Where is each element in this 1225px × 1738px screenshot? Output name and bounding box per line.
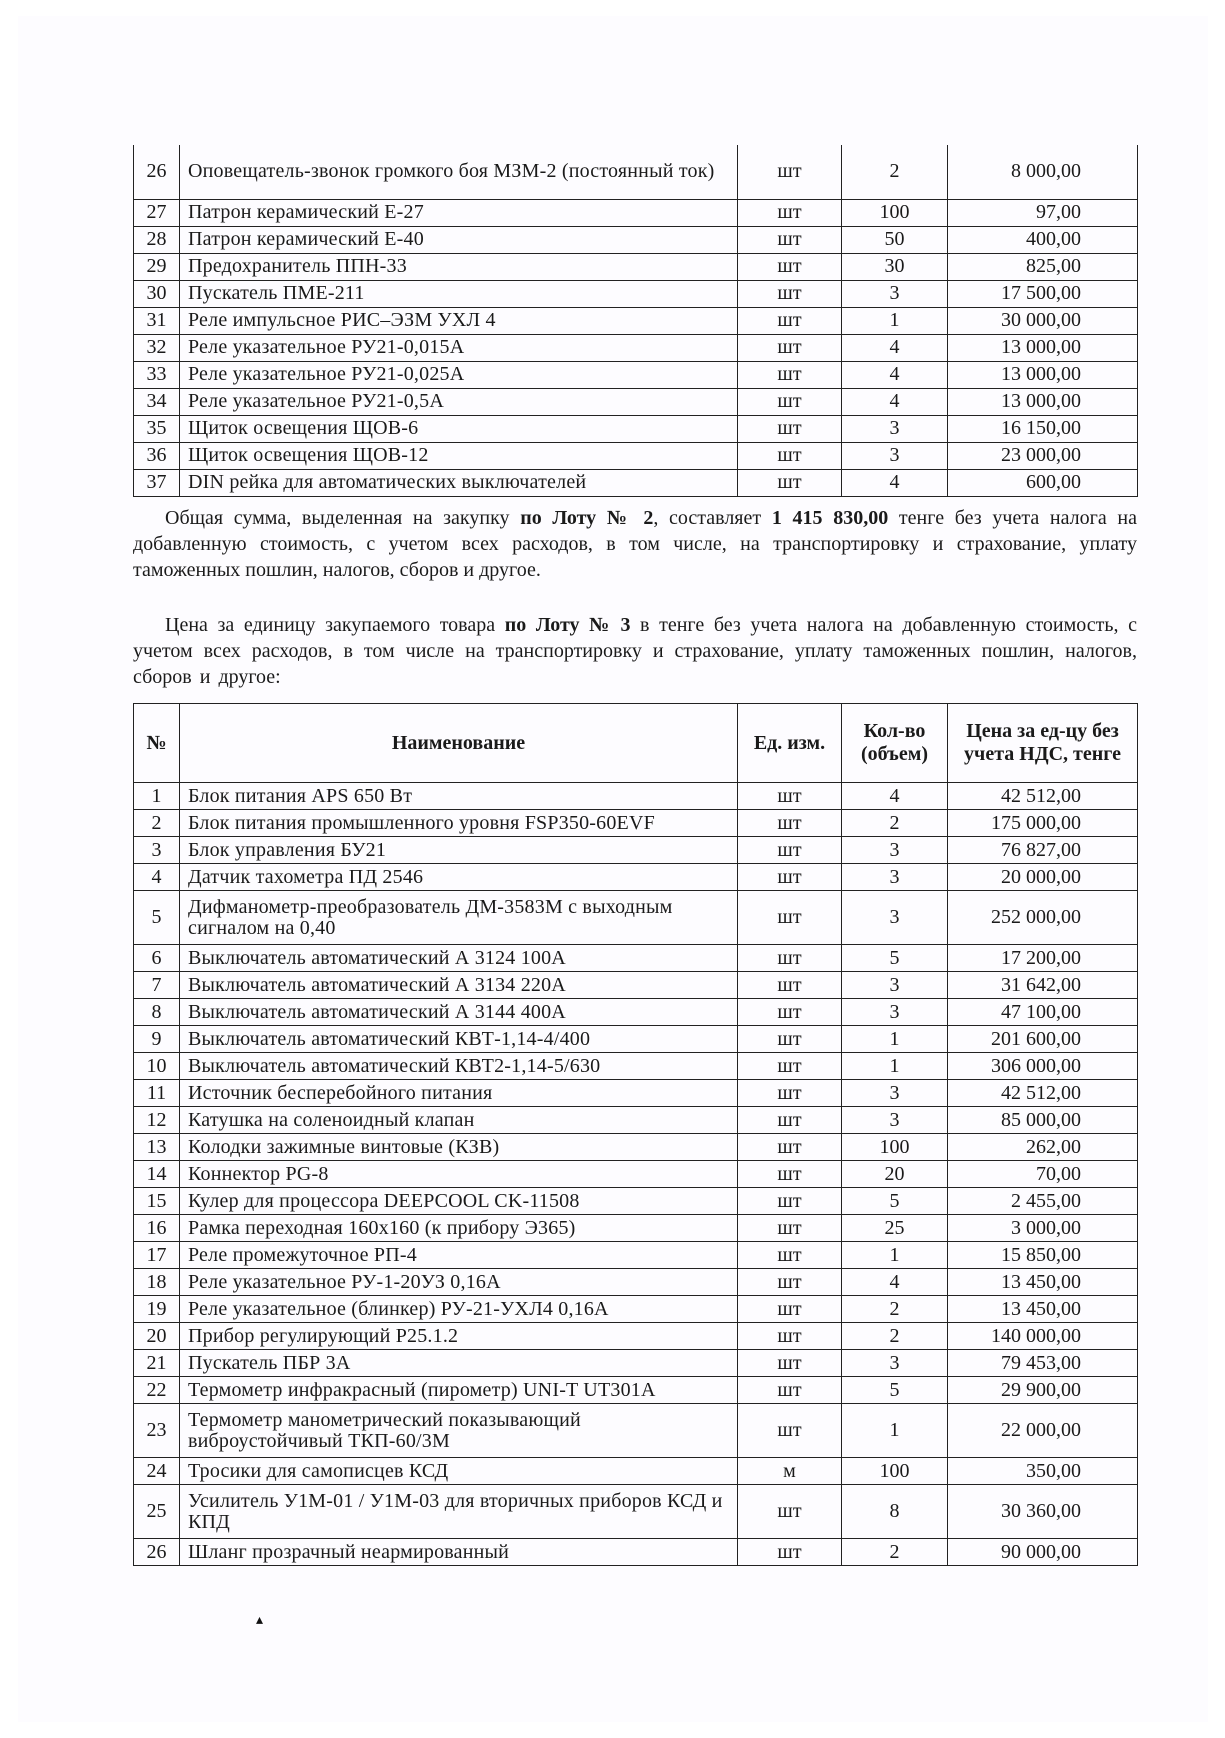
item-name: Выключатель автоматический КВТ2-1,14-5/630 (180, 1053, 738, 1080)
row-number: 35 (134, 415, 180, 442)
item-name: Реле указательное РУ-1-20УЗ 0,16А (180, 1269, 738, 1296)
item-name: Патрон керамический Е-40 (180, 226, 738, 253)
row-number: 32 (134, 334, 180, 361)
row-number: 8 (134, 999, 180, 1026)
unit-of-measure: шт (738, 1323, 842, 1350)
quantity: 3 (842, 864, 948, 891)
table-row (134, 442, 1138, 469)
row-number: 29 (134, 253, 180, 280)
unit-price: 30 000,00 (948, 307, 1138, 334)
unit-price: 252 000,00 (948, 891, 1138, 945)
table-row (134, 783, 1138, 810)
unit-price: 201 600,00 (948, 1026, 1138, 1053)
lot2-items-table (133, 145, 1138, 497)
quantity: 1 (842, 1404, 948, 1458)
quantity: 1 (842, 1026, 948, 1053)
unit-price: 15 850,00 (948, 1242, 1138, 1269)
unit-price: 22 000,00 (948, 1404, 1138, 1458)
unit-of-measure: шт (738, 253, 842, 280)
item-name: Усилитель У1М-01 / У1М-03 для вторичных приборов КСД и КПД (180, 1485, 738, 1539)
header-qty: Кол-во (объем) (842, 704, 948, 783)
unit-of-measure: шт (738, 810, 842, 837)
unit-of-measure: шт (738, 999, 842, 1026)
unit-of-measure: шт (738, 280, 842, 307)
quantity: 2 (842, 1323, 948, 1350)
unit-of-measure: шт (738, 1134, 842, 1161)
unit-of-measure: шт (738, 1404, 842, 1458)
item-name: Оповещатель-звонок громкого боя МЗМ-2 (постоянный ток) (180, 145, 738, 199)
row-number: 6 (134, 945, 180, 972)
lot3-intro-text-before: Цена за единицу закупаемого товара (165, 614, 505, 636)
unit-of-measure: шт (738, 1269, 842, 1296)
row-number: 34 (134, 388, 180, 415)
quantity: 5 (842, 1188, 948, 1215)
row-number: 33 (134, 361, 180, 388)
item-name: Реле указательное РУ21-0,025А (180, 361, 738, 388)
unit-price: 306 000,00 (948, 1053, 1138, 1080)
row-number: 14 (134, 1161, 180, 1188)
unit-price: 16 150,00 (948, 415, 1138, 442)
table-row (134, 307, 1138, 334)
table-row (134, 199, 1138, 226)
row-number: 26 (134, 145, 180, 199)
table-row (134, 1080, 1138, 1107)
lot3-intro-paragraph (133, 612, 1137, 690)
lot2-total-paragraph (133, 505, 1137, 583)
quantity: 100 (842, 1458, 948, 1485)
row-number: 24 (134, 1458, 180, 1485)
table-row (134, 1242, 1138, 1269)
unit-price: 29 900,00 (948, 1377, 1138, 1404)
item-name: Выключатель автоматический КВТ-1,14-4/400 (180, 1026, 738, 1053)
quantity: 3 (842, 837, 948, 864)
unit-of-measure: шт (738, 891, 842, 945)
table-row (134, 1134, 1138, 1161)
row-number: 2 (134, 810, 180, 837)
item-name: Предохранитель ППН-33 (180, 253, 738, 280)
scan-speck: ▴ (256, 1613, 264, 1628)
table-row (134, 837, 1138, 864)
item-name: Выключатель автоматический А 3124 100А (180, 945, 738, 972)
unit-of-measure: шт (738, 388, 842, 415)
unit-price: 2 455,00 (948, 1188, 1138, 1215)
item-name: Щиток освещения ЩОВ-12 (180, 442, 738, 469)
table-row (134, 388, 1138, 415)
row-number: 12 (134, 1107, 180, 1134)
unit-price: 20 000,00 (948, 864, 1138, 891)
unit-price: 47 100,00 (948, 999, 1138, 1026)
item-name: Реле указательное РУ21-0,5А (180, 388, 738, 415)
table-row (134, 1323, 1138, 1350)
unit-price: 23 000,00 (948, 442, 1138, 469)
quantity: 4 (842, 334, 948, 361)
unit-of-measure: шт (738, 1026, 842, 1053)
unit-price: 13 000,00 (948, 388, 1138, 415)
unit-of-measure: шт (738, 334, 842, 361)
quantity: 1 (842, 1053, 948, 1080)
unit-of-measure: шт (738, 226, 842, 253)
quantity: 4 (842, 1269, 948, 1296)
quantity: 50 (842, 226, 948, 253)
row-number: 31 (134, 307, 180, 334)
unit-price: 350,00 (948, 1458, 1138, 1485)
unit-price: 400,00 (948, 226, 1138, 253)
unit-price: 262,00 (948, 1134, 1138, 1161)
table-row (134, 810, 1138, 837)
row-number: 23 (134, 1404, 180, 1458)
table-row (134, 253, 1138, 280)
item-name: Коннектор PG-8 (180, 1161, 738, 1188)
table-row (134, 1539, 1138, 1566)
unit-of-measure: шт (738, 1080, 842, 1107)
item-name: Щиток освещения ЩОВ-6 (180, 415, 738, 442)
unit-price: 90 000,00 (948, 1539, 1138, 1566)
quantity: 2 (842, 1539, 948, 1566)
unit-of-measure: шт (738, 1053, 842, 1080)
item-name: Блок питания промышленного уровня FSP350-60EVF (180, 810, 738, 837)
unit-price: 30 360,00 (948, 1485, 1138, 1539)
quantity: 2 (842, 810, 948, 837)
unit-price: 42 512,00 (948, 1080, 1138, 1107)
unit-price: 17 200,00 (948, 945, 1138, 972)
quantity: 100 (842, 1134, 948, 1161)
unit-of-measure: шт (738, 837, 842, 864)
table-row (134, 999, 1138, 1026)
unit-of-measure: шт (738, 1485, 842, 1539)
row-number: 26 (134, 1539, 180, 1566)
lot3-intro-text-after: в тенге без учета налога на добавленную стоимость, с учетом всех расходов, в том числе на транспортировку и страхование, уплату таможенных пошлин, налогов, сборов и другое: (133, 614, 1137, 688)
row-number: 4 (134, 864, 180, 891)
unit-price: 97,00 (948, 199, 1138, 226)
quantity: 5 (842, 945, 948, 972)
lot2-total-amount: 1 415 830,00 (771, 507, 889, 529)
quantity: 100 (842, 199, 948, 226)
unit-price: 42 512,00 (948, 783, 1138, 810)
row-number: 7 (134, 972, 180, 999)
unit-price: 3 000,00 (948, 1215, 1138, 1242)
item-name: Датчик тахометра ПД 2546 (180, 864, 738, 891)
unit-of-measure: шт (738, 1539, 842, 1566)
table-row (134, 891, 1138, 945)
row-number: 19 (134, 1296, 180, 1323)
quantity: 3 (842, 415, 948, 442)
item-name: Катушка на соленоидный клапан (180, 1107, 738, 1134)
item-name: Пускатель ПБР 3А (180, 1350, 738, 1377)
table-row (134, 361, 1138, 388)
row-number: 37 (134, 469, 180, 496)
row-number: 25 (134, 1485, 180, 1539)
quantity: 3 (842, 1080, 948, 1107)
row-number: 5 (134, 891, 180, 945)
unit-price: 600,00 (948, 469, 1138, 496)
unit-price: 85 000,00 (948, 1107, 1138, 1134)
unit-of-measure: шт (738, 1161, 842, 1188)
quantity: 4 (842, 388, 948, 415)
header-num: № (134, 704, 180, 783)
item-name: Тросики для самописцев КСД (180, 1458, 738, 1485)
row-number: 13 (134, 1134, 180, 1161)
unit-of-measure: шт (738, 972, 842, 999)
item-name: Кулер для процессора DEEPCOOL CK-11508 (180, 1188, 738, 1215)
quantity: 1 (842, 1242, 948, 1269)
row-number: 9 (134, 1026, 180, 1053)
unit-price: 13 450,00 (948, 1269, 1138, 1296)
header-unit: Ед. изм. (738, 704, 842, 783)
row-number: 16 (134, 1215, 180, 1242)
item-name: Блок питания APS 650 Вт (180, 783, 738, 810)
item-name: Дифманометр-преобразователь ДМ-3583М с выходным сигналом на 0,40 (180, 891, 738, 945)
table-row (134, 1350, 1138, 1377)
row-number: 17 (134, 1242, 180, 1269)
unit-of-measure: шт (738, 145, 842, 199)
unit-of-measure: шт (738, 469, 842, 496)
table-header-row (134, 704, 1138, 783)
table-row (134, 1053, 1138, 1080)
unit-of-measure: шт (738, 1377, 842, 1404)
quantity: 5 (842, 1377, 948, 1404)
quantity: 3 (842, 280, 948, 307)
unit-of-measure: шт (738, 361, 842, 388)
table-row (134, 1215, 1138, 1242)
table-row (134, 1269, 1138, 1296)
row-number: 10 (134, 1053, 180, 1080)
table-row (134, 1026, 1138, 1053)
unit-price: 31 642,00 (948, 972, 1138, 999)
row-number: 20 (134, 1323, 180, 1350)
unit-of-measure: шт (738, 1215, 842, 1242)
row-number: 3 (134, 837, 180, 864)
item-name: Прибор регулирующий Р25.1.2 (180, 1323, 738, 1350)
lot2-total-text-after: тенге без учета налога на добавленную стоимость, с учетом всех расходов, в том числе, на транспортировку и страхование, уплату таможенных пошлин, налогов, сборов и другое. (133, 507, 1138, 581)
unit-price: 13 450,00 (948, 1296, 1138, 1323)
row-number: 22 (134, 1377, 180, 1404)
item-name: Колодки зажимные винтовые (КЗВ) (180, 1134, 738, 1161)
item-name: Термометр инфракрасный (пирометр) UNI-T UT301A (180, 1377, 738, 1404)
unit-of-measure: шт (738, 864, 842, 891)
item-name: Выключатель автоматический А 3134 220А (180, 972, 738, 999)
item-name: Реле промежуточное РП-4 (180, 1242, 738, 1269)
quantity: 20 (842, 1161, 948, 1188)
table-row (134, 945, 1138, 972)
item-name: Термометр манометрический показывающий виброустойчивый ТКП-60/3М (180, 1404, 738, 1458)
table-row (134, 1296, 1138, 1323)
row-number: 15 (134, 1188, 180, 1215)
quantity: 25 (842, 1215, 948, 1242)
unit-of-measure: шт (738, 307, 842, 334)
quantity: 3 (842, 972, 948, 999)
quantity: 3 (842, 1107, 948, 1134)
table-row (134, 226, 1138, 253)
quantity: 3 (842, 891, 948, 945)
table-row (134, 280, 1138, 307)
unit-of-measure: шт (738, 442, 842, 469)
table-row (134, 972, 1138, 999)
item-name: Рамка переходная 160х160 (к прибору Э365) (180, 1215, 738, 1242)
unit-of-measure: шт (738, 1350, 842, 1377)
item-name: Выключатель автоматический А 3144 400А (180, 999, 738, 1026)
quantity: 30 (842, 253, 948, 280)
table-row (134, 1107, 1138, 1134)
row-number: 36 (134, 442, 180, 469)
unit-of-measure: шт (738, 1107, 842, 1134)
table-row (134, 1161, 1138, 1188)
lot2-total-text-before: Общая сумма, выделенная на закупку (165, 507, 521, 529)
unit-price: 175 000,00 (948, 810, 1138, 837)
unit-of-measure: шт (738, 945, 842, 972)
item-name: Источник бесперебойного питания (180, 1080, 738, 1107)
table-row (134, 469, 1138, 496)
row-number: 21 (134, 1350, 180, 1377)
quantity: 3 (842, 1350, 948, 1377)
row-number: 30 (134, 280, 180, 307)
item-name: Шланг прозрачный неармированный (180, 1539, 738, 1566)
row-number: 11 (134, 1080, 180, 1107)
unit-price: 825,00 (948, 253, 1138, 280)
row-number: 28 (134, 226, 180, 253)
item-name: DIN рейка для автоматических выключателей (180, 469, 738, 496)
unit-price: 8 000,00 (948, 145, 1138, 199)
quantity: 1 (842, 307, 948, 334)
quantity: 2 (842, 1296, 948, 1323)
table-row (134, 145, 1138, 199)
unit-price: 13 000,00 (948, 361, 1138, 388)
quantity: 2 (842, 145, 948, 199)
quantity: 4 (842, 469, 948, 496)
quantity: 8 (842, 1485, 948, 1539)
table-row (134, 1377, 1138, 1404)
quantity: 3 (842, 999, 948, 1026)
table-row (134, 415, 1138, 442)
item-name: Реле указательное РУ21-0,015А (180, 334, 738, 361)
item-name: Пускатель ПМЕ-211 (180, 280, 738, 307)
unit-price: 76 827,00 (948, 837, 1138, 864)
unit-of-measure: шт (738, 1188, 842, 1215)
item-name: Блок управления БУ21 (180, 837, 738, 864)
lot3-items-table (133, 703, 1138, 1566)
unit-of-measure: шт (738, 1296, 842, 1323)
lot3-reference: по Лоту № 3 (504, 614, 631, 636)
unit-of-measure: шт (738, 415, 842, 442)
item-name: Реле импульсное РИС–ЭЗМ УХЛ 4 (180, 307, 738, 334)
unit-price: 79 453,00 (948, 1350, 1138, 1377)
header-price: Цена за ед-цу без учета НДС, тенге (948, 704, 1138, 783)
unit-price: 70,00 (948, 1161, 1138, 1188)
table-row (134, 1188, 1138, 1215)
unit-of-measure: м (738, 1458, 842, 1485)
quantity: 4 (842, 361, 948, 388)
table-row (134, 864, 1138, 891)
row-number: 27 (134, 199, 180, 226)
quantity: 4 (842, 783, 948, 810)
unit-of-measure: шт (738, 199, 842, 226)
item-name: Патрон керамический Е-27 (180, 199, 738, 226)
row-number: 18 (134, 1269, 180, 1296)
unit-price: 13 000,00 (948, 334, 1138, 361)
unit-of-measure: шт (738, 1242, 842, 1269)
unit-price: 140 000,00 (948, 1323, 1138, 1350)
unit-price: 17 500,00 (948, 280, 1138, 307)
row-number: 1 (134, 783, 180, 810)
table-row (134, 1458, 1138, 1485)
table-row (134, 334, 1138, 361)
item-name: Реле указательное (блинкер) РУ-21-УХЛ4 0,16А (180, 1296, 738, 1323)
unit-of-measure: шт (738, 783, 842, 810)
lot2-reference: по Лоту № 2 (520, 507, 654, 529)
table-row (134, 1485, 1138, 1539)
lot2-total-text-mid: , составляет (653, 507, 772, 529)
quantity: 3 (842, 442, 948, 469)
table-row (134, 1404, 1138, 1458)
header-name: Наименование (180, 704, 738, 783)
